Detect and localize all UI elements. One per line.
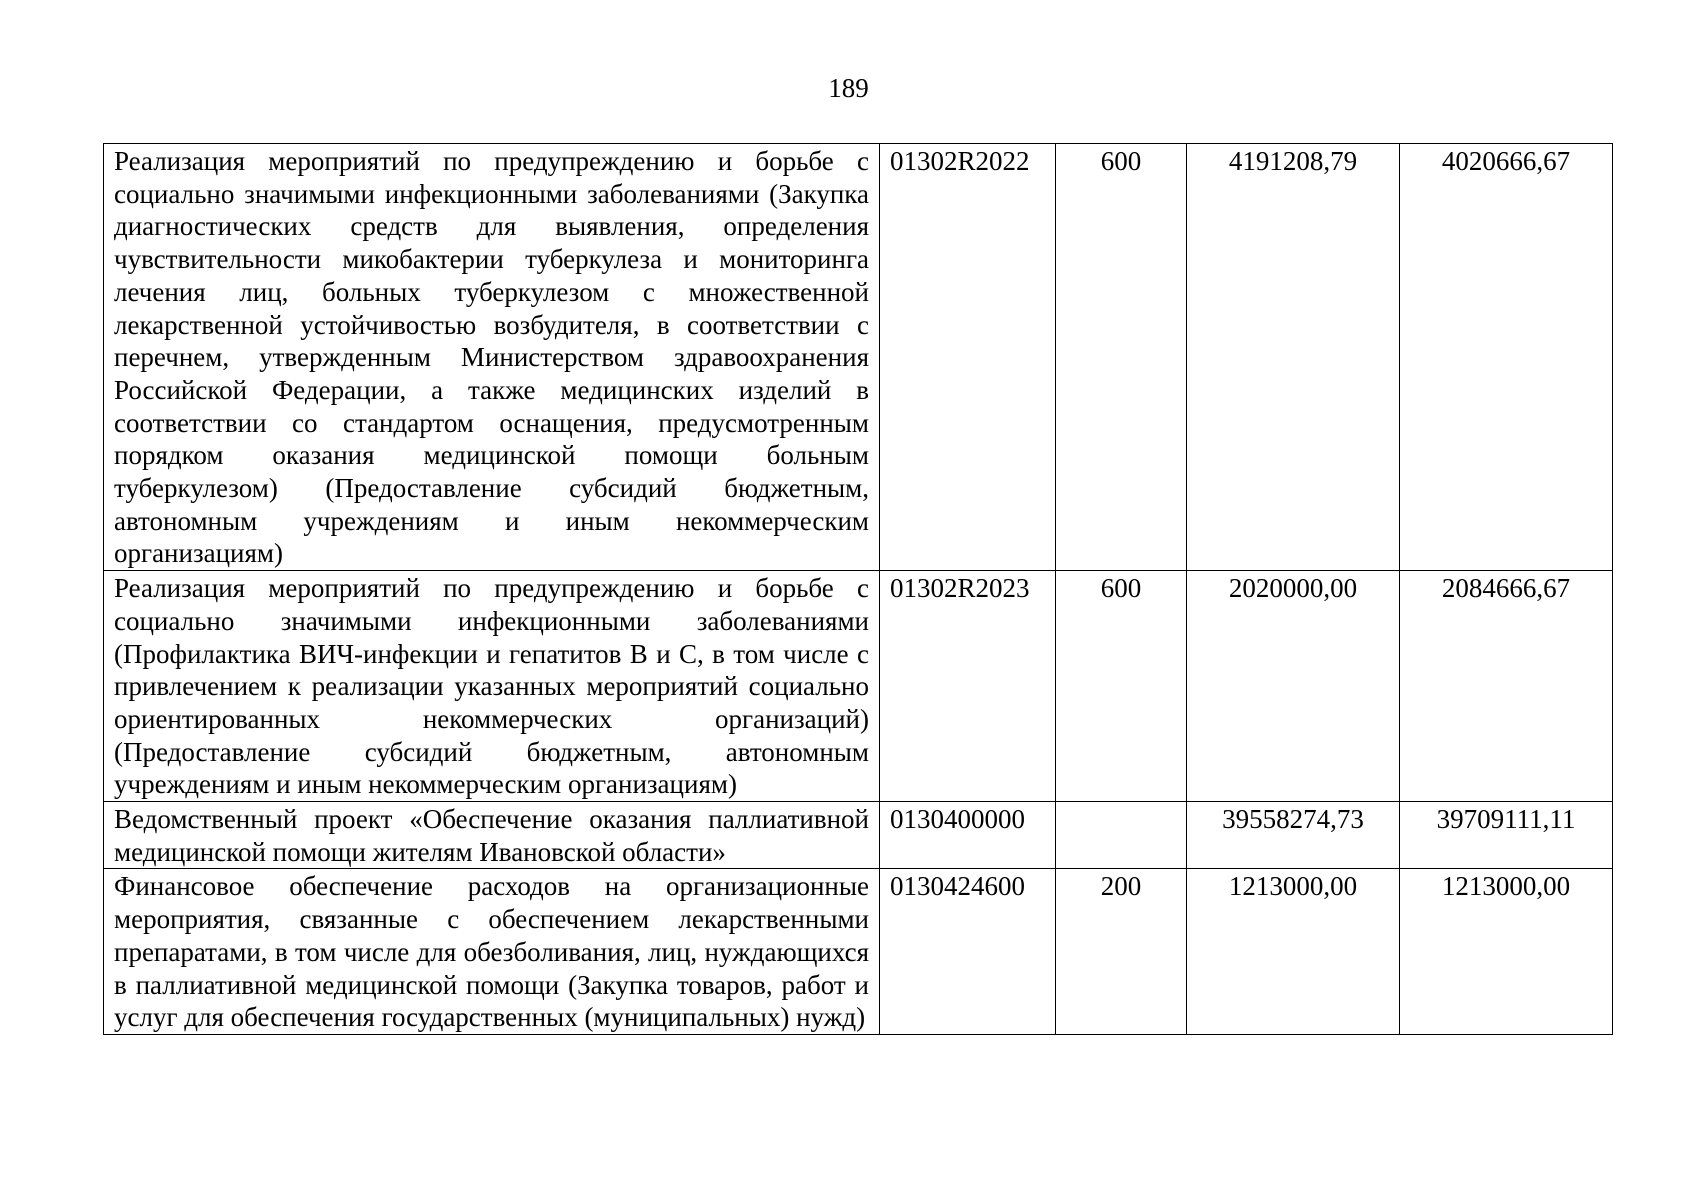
amount-year1-cell: 1213000,00 (1187, 869, 1400, 1035)
target-code-cell: 01302R2023 (880, 571, 1056, 802)
table-row (104, 144, 1613, 571)
amount-year2-cell: 4020666,67 (1400, 144, 1613, 571)
amount-year2-cell: 2084666,67 (1400, 571, 1613, 802)
amount-year2-cell: 39709111,11 (1400, 802, 1613, 869)
table-row (104, 802, 1613, 869)
expense-type-cell (1056, 802, 1187, 869)
expense-name-cell: Финансовое обеспечение расходов на организационные мероприятия, связанные с обеспечением лекарственными препаратами, в том числе для обезболивания, лиц, нуждающихся в паллиативной медицинской помощи (Закупка товаров, работ и услуг для обеспечения государственных (муниципальных) нужд) (104, 869, 880, 1035)
amount-year1-cell: 4191208,79 (1187, 144, 1400, 571)
amount-year1-cell: 2020000,00 (1187, 571, 1400, 802)
expense-type-cell: 600 (1056, 144, 1187, 571)
amount-year1-cell: 39558274,73 (1187, 802, 1400, 869)
expense-type-cell: 200 (1056, 869, 1187, 1035)
target-code-cell: 01302R2022 (880, 144, 1056, 571)
table-row (104, 571, 1613, 802)
budget-table (103, 143, 1613, 1035)
amount-year2-cell: 1213000,00 (1400, 869, 1613, 1035)
page-number: 189 (828, 73, 869, 103)
expense-name-cell: Реализация мероприятий по предупреждению и борьбе с социально значимыми инфекционными заболеваниями (Профилактика ВИЧ-инфекции и гепатитов В и С, в том числе с привлечением к реализации указанных мероприятий социально ориентированных некоммерческих организаций) (Предоставление субсидий бюджетным, автономным учреждениям и иным некоммерческим организациям) (104, 571, 880, 802)
expense-name-cell: Ведомственный проект «Обеспечение оказания паллиативной медицинской помощи жителям Ивановской области» (104, 802, 880, 869)
expense-type-cell: 600 (1056, 571, 1187, 802)
expense-name-cell: Реализация мероприятий по предупреждению и борьбе с социально значимыми инфекционными заболеваниями (Закупка диагностических средств для выявления, определения чувствительности микобактерии туберкулеза и мониторинга лечения лиц, больных туберкулезом с множественной лекарственной устойчивостью возбудителя, в соответствии с перечнем, утвержденным Министерством здравоохранения Российской Федерации, а также медицинских изделий в соответствии со стандартом оснащения, предусмотренным порядком оказания медицинской помощи больным туберкулезом) (Предоставление субсидий бюджетным, автономным учреждениям и иным некоммерческим организациям) (104, 144, 880, 571)
target-code-cell: 0130400000 (880, 802, 1056, 869)
target-code-cell: 0130424600 (880, 869, 1056, 1035)
table-row (104, 869, 1613, 1035)
